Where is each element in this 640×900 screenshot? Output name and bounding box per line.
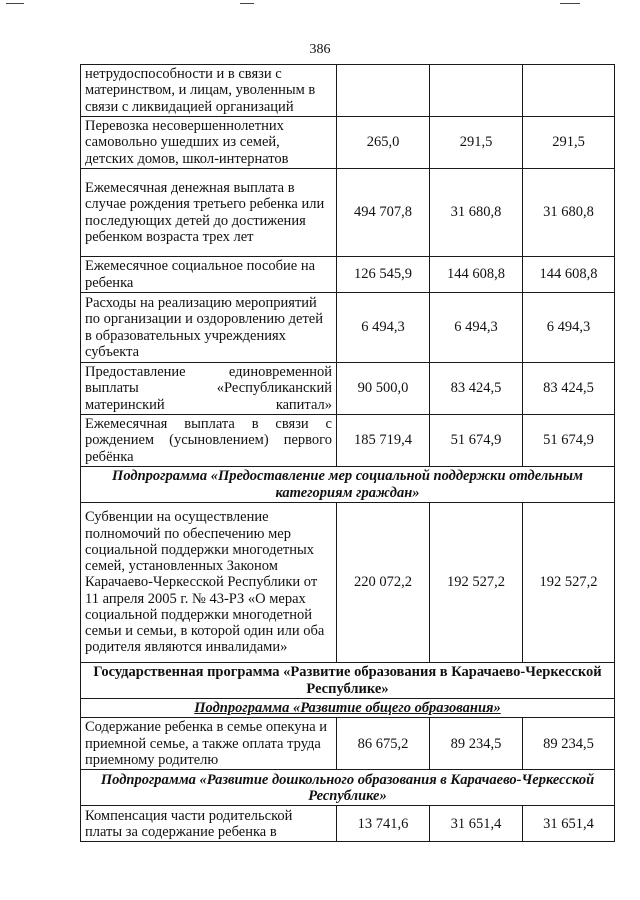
- row-value-v1: 6 494,3: [337, 293, 430, 363]
- row-value-v2: 89 234,5: [430, 718, 523, 770]
- row-name-cell: Ежемесячная денежная выплата в случае рождения третьего ребенка или последующих детей до достижения ребенком возраста трех лет: [81, 169, 337, 257]
- subprogram-title: [81, 699, 615, 718]
- program-header-row: [81, 663, 615, 699]
- row-value-v1: 86 675,2: [337, 718, 430, 770]
- row-value-v1: 13 741,6: [337, 806, 430, 842]
- row-value-v3: 6 494,3: [523, 293, 615, 363]
- row-value-v2: [430, 65, 523, 117]
- table-row: [81, 363, 615, 415]
- row-value-v1: 494 707,8: [337, 169, 430, 257]
- row-value-v2: 31 680,8: [430, 169, 523, 257]
- table-row: [81, 503, 615, 663]
- row-name-cell: Предоставление единовременной выплаты «Республиканский материнский капитал»: [81, 363, 337, 415]
- page-number: 386: [309, 42, 331, 57]
- row-value-v1: 220 072,2: [337, 503, 430, 663]
- row-value-v3: 144 608,8: [523, 257, 615, 293]
- row-name-cell: Компенсация части родительской платы за содержание ребенка в: [81, 806, 337, 842]
- subprogram-header-row: [81, 467, 615, 503]
- row-value-v3: 51 674,9: [523, 415, 615, 467]
- row-value-v1: 126 545,9: [337, 257, 430, 293]
- table-row: [81, 806, 615, 842]
- subprogram-title: Подпрограмма «Развитие дошкольного образования в Карачаево-Черкесской Республике»: [81, 770, 615, 806]
- table-row: [81, 293, 615, 363]
- row-value-v1: 265,0: [337, 117, 430, 169]
- row-name-cell: Перевозка несовершеннолетних самовольно ушедших из семей, детских домов, школ-интернатов: [81, 117, 337, 169]
- table-row: [81, 117, 615, 169]
- row-name-cell: нетрудоспособности и в связи с материнством, и лицам, уволенным в связи с ликвидацией организаций: [81, 65, 337, 117]
- table-row: [81, 257, 615, 293]
- row-value-v3: 31 680,8: [523, 169, 615, 257]
- row-value-v3: 89 234,5: [523, 718, 615, 770]
- subprogram-title: Подпрограмма «Предоставление мер социальной поддержки отдельным категориям граждан»: [81, 467, 615, 503]
- row-value-v3: 192 527,2: [523, 503, 615, 663]
- row-value-v1: 90 500,0: [337, 363, 430, 415]
- row-name-cell: Ежемесячная выплата в связи с рождением (усыновлением) первого ребёнка: [81, 415, 337, 467]
- row-value-v1: [337, 65, 430, 117]
- row-value-v2: 83 424,5: [430, 363, 523, 415]
- row-name-cell: Содержание ребенка в семье опекуна и приемной семье, а также оплата труда приемному родителю: [81, 718, 337, 770]
- row-value-v3: 291,5: [523, 117, 615, 169]
- table-row: [81, 415, 615, 467]
- row-value-v2: 31 651,4: [430, 806, 523, 842]
- budget-table: [80, 64, 615, 842]
- table-row: [81, 169, 615, 257]
- row-value-v2: 291,5: [430, 117, 523, 169]
- row-value-v2: 6 494,3: [430, 293, 523, 363]
- program-title: Государственная программа «Развитие образования в Карачаево-Черкесской Республике»: [81, 663, 615, 699]
- row-value-v2: 51 674,9: [430, 415, 523, 467]
- row-value-v2: 144 608,8: [430, 257, 523, 293]
- row-name-cell: Расходы на реализацию мероприятий по организации и оздоровлению детей в образовательных учреждениях субъекта: [81, 293, 337, 363]
- row-value-v3: 31 651,4: [523, 806, 615, 842]
- row-value-v1: 185 719,4: [337, 415, 430, 467]
- table-body: [81, 65, 615, 842]
- row-value-v2: 192 527,2: [430, 503, 523, 663]
- subprogram-header-row: [81, 699, 615, 718]
- row-value-v3: [523, 65, 615, 117]
- row-value-v3: 83 424,5: [523, 363, 615, 415]
- scan-top-marks: [0, 0, 640, 8]
- table-row: [81, 65, 615, 117]
- subprogram-header-row: [81, 770, 615, 806]
- table-row: [81, 718, 615, 770]
- subprogram-title-text: Подпрограмма «Развитие общего образования»: [194, 700, 501, 716]
- row-name-cell: Субвенции на осуществление полномочий по обеспечению мер социальной поддержки многодетных семей, установленных Законом Карачаево-Черкесской Республики от 11 апреля 2005 г. № 43-РЗ «О мерах социальной поддержки многодетной семьи и семьи, в которой один или оба родителя являются инвалидами»: [81, 503, 337, 663]
- row-name-cell: Ежемесячное социальное пособие на ребенка: [81, 257, 337, 293]
